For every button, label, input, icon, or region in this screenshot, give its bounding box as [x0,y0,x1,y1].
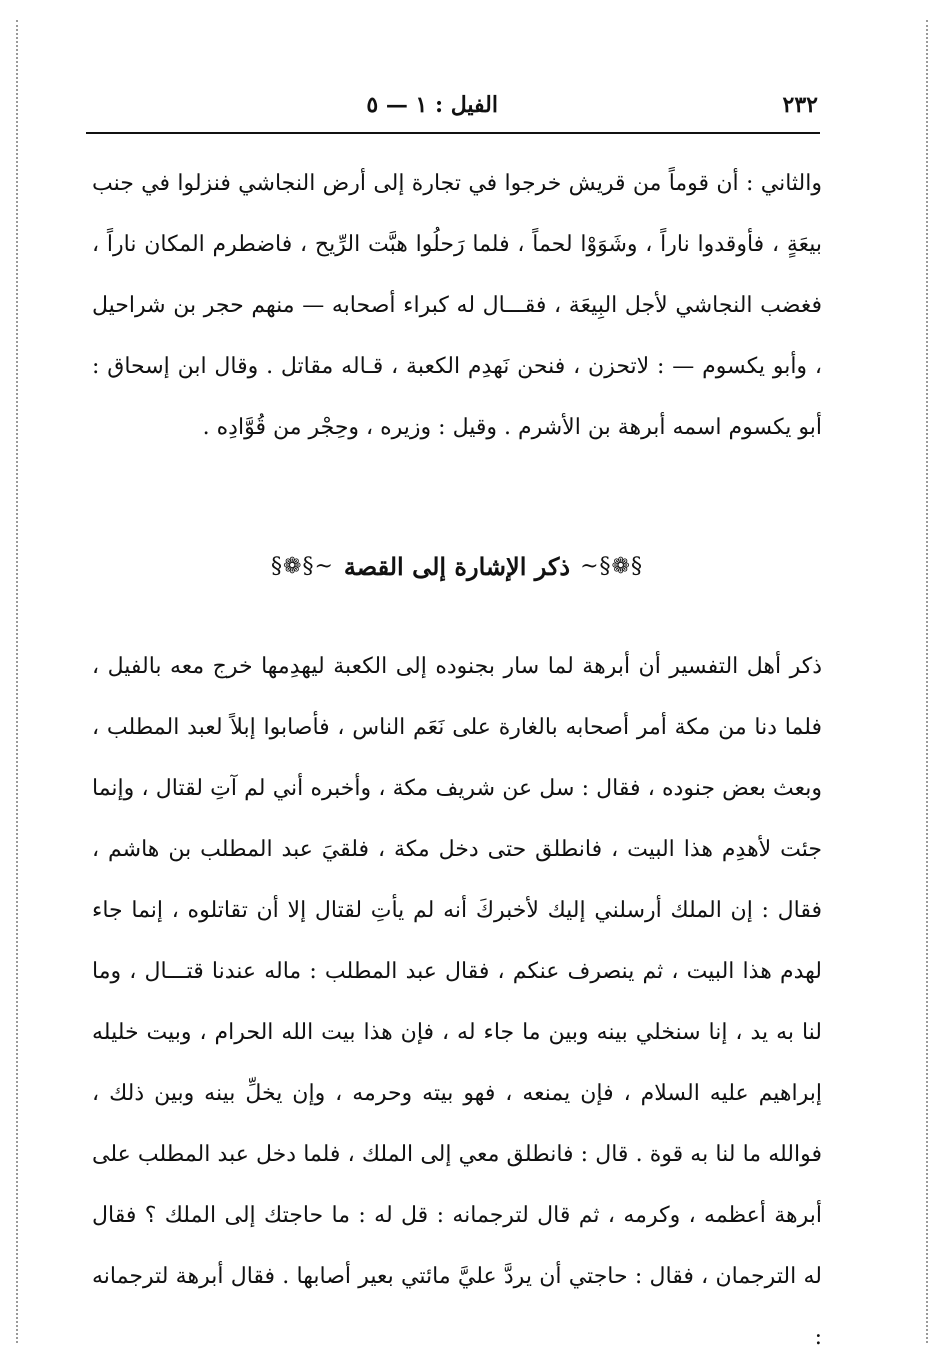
page-number: ٢٣٢ [782,92,818,118]
heading-ornament-left: ~§❁§ [271,553,334,579]
paragraph-second: ذكر أهل التفسير أن أبرهة لما سار بجنوده إلى الكعبة ليهدِمها خرج معه بالفيل ، فلما دنا من مكة أمر أصحابه بالغارة على نَعَم الناس ، فأصابوا إبلاً لعبد المطلب ، وبعث بعض جنوده ، فقال : سل عن شريف مكة ، وأخبره أني لم آتِ لقتال ، وإنما جئت لأهدِم هذا البيت ، فانطلق حتى دخل مكة ، فلقيَ عبد المطلب بن هاشم ، فقال : إن الملك أرسلني إليك لأخبركَ أنه لم يأتِ لقتال إلا أن تقاتلوه ، إنما جاء لهدم هذا البيت ، ثم ينصرف عنكم ، فقال عبد المطلب : ماله عندنا قتـــال ، وما لنا به يد ، إنا سنخلي بينه وبين ما جاء له ، فإن هذا بيت الله الحرام ، وبيت خليله إبراهيم عليه السلام ، فإن يمنعه ، فهو بيته وحرمه ، وإن يخلِّ بينه وبين ذلك ، فوالله ما لنا به قوة . قال : فانطلق معي إلى الملك ، فلما دخل عبد المطلب على أبرهة أعظمه ، وكرمه ، ثم قال لترجمانه : قل له : ما حاجتك إلى الملك ؟ فقال له الترجمان ، فقال : حاجتي أن يردَّ عليَّ مائتي بعير أصابها . فقال أبرهة لترجمانه : [92,654,822,1350]
right-margin-dotted-line [926,20,928,1343]
section-heading [92,540,822,592]
left-margin-dotted-line [16,20,18,1343]
page-header [88,92,818,132]
heading-ornament-right: §❁§~ [580,553,643,579]
header-rule [86,132,820,134]
section-title: ذكر الإشارة إلى القصة [343,551,571,581]
running-head: الفيل : ١ — ٥ [366,92,498,118]
paragraph-first: والثاني : أن قوماً من قريش خرجوا في تجارة إلى أرض النجاشي فنزلوا في جنب بيعَةٍ ، فأوقدوا ناراً ، وشَوَوْا لحماً ، فلما رَحلُوا هبَّت الرِّيح ، فاضطرم المكان ناراً ، فغضب النجاشي لأجل البِيعَة ، فقـــال له كبراء أصحابه — منهم حجر بن شراحيل ، وأبو يكسوم — : لاتحزن ، فنحن نَهدِم الكعبة ، قـاله مقاتل . وقال ابن إسحاق : أبو يكسوم اسمه أبرهة بن الأشرم . وقيل : وزيره ، وحِجْر من قُوَّادِه . [92,171,822,440]
